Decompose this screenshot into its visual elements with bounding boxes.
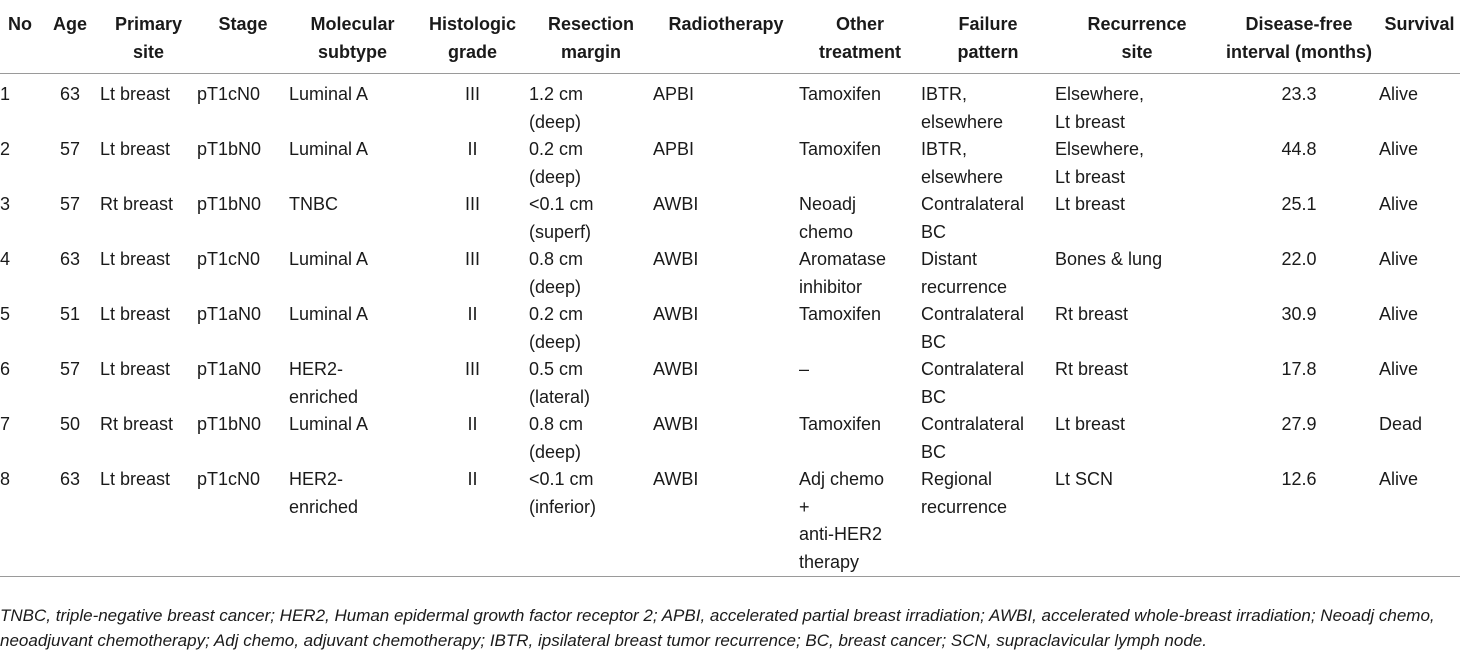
cell-stage: pT1cN0 (197, 469, 261, 489)
cell-recurrence-site: Elsewhere, Lt breast (1055, 139, 1145, 187)
table-row (0, 301, 1460, 356)
cell-molecular-subtype: Luminal A (289, 84, 369, 104)
cell-histologic-grade: III (464, 84, 480, 104)
table-row (0, 466, 1460, 577)
cell-resection-margin: <0.1 cm (superf) (529, 194, 594, 242)
cell-survival: Alive (1379, 139, 1419, 159)
cell-molecular-subtype: Luminal A (289, 249, 369, 269)
cell-primary-site: Lt breast (100, 359, 171, 379)
cell-resection-margin: <0.1 cm (inferior) (529, 469, 597, 517)
cell-recurrence-site: Bones & lung (1055, 249, 1163, 269)
cell-other-treatment: Tamoxifen (799, 84, 882, 104)
cell-primary-site: Lt breast (100, 304, 171, 324)
cell-histologic-grade: II (467, 414, 478, 434)
cell-recurrence-site: Rt breast (1055, 359, 1129, 379)
cell-molecular-subtype: HER2- enriched (289, 469, 359, 517)
cell-radiotherapy: AWBI (653, 304, 699, 324)
col-header-stage: Stage (197, 3, 289, 74)
cell-no: 4 (0, 249, 11, 269)
col-header-primary-site: Primary site (100, 3, 197, 74)
table-row (0, 74, 1460, 137)
cell-primary-site: Lt breast (100, 469, 171, 489)
cell-survival: Alive (1379, 194, 1419, 214)
cell-disease-free-interval: 27.9 (1281, 414, 1317, 434)
cell-failure-pattern: Contralateral BC (921, 304, 1025, 352)
clinical-table (0, 3, 1460, 577)
cell-resection-margin: 0.2 cm (deep) (529, 139, 584, 187)
col-header-survival: Survival (1379, 3, 1460, 74)
cell-molecular-subtype: Luminal A (289, 304, 369, 324)
cell-no: 8 (0, 469, 11, 489)
col-header-histologic-grade: Histologic grade (416, 3, 529, 74)
table-body (0, 74, 1460, 577)
cell-failure-pattern: IBTR, elsewhere (921, 139, 1004, 187)
cell-stage: pT1aN0 (197, 304, 262, 324)
cell-primary-site: Lt breast (100, 84, 171, 104)
cell-stage: pT1bN0 (197, 139, 262, 159)
cell-stage: pT1cN0 (197, 249, 261, 269)
cell-molecular-subtype: TNBC (289, 194, 338, 214)
cell-radiotherapy: AWBI (653, 469, 699, 489)
col-header-resection-margin: Resection margin (529, 3, 653, 74)
cell-molecular-subtype: Luminal A (289, 139, 369, 159)
cell-disease-free-interval: 12.6 (1281, 469, 1317, 489)
table-row (0, 356, 1460, 411)
cell-primary-site: Rt breast (100, 414, 174, 434)
cell-recurrence-site: Lt breast (1055, 194, 1126, 214)
cell-histologic-grade: II (467, 304, 478, 324)
cell-survival: Alive (1379, 84, 1419, 104)
cell-resection-margin: 1.2 cm (deep) (529, 84, 584, 132)
cell-disease-free-interval: 44.8 (1281, 139, 1317, 159)
cell-no: 3 (0, 194, 11, 214)
cell-radiotherapy: AWBI (653, 414, 699, 434)
cell-other-treatment: Tamoxifen (799, 139, 882, 159)
cell-recurrence-site: Elsewhere, Lt breast (1055, 84, 1145, 132)
col-header-radiotherapy: Radiotherapy (653, 3, 799, 74)
table-row (0, 411, 1460, 466)
cell-recurrence-site: Lt breast (1055, 414, 1126, 434)
cell-other-treatment: Tamoxifen (799, 304, 882, 324)
cell-age: 57 (59, 139, 81, 159)
table-row (0, 246, 1460, 301)
col-header-molecular-subtype: Molecular subtype (289, 3, 416, 74)
col-header-other-treatment: Other treatment (799, 3, 921, 74)
cell-survival: Alive (1379, 469, 1419, 489)
cell-radiotherapy: APBI (653, 139, 695, 159)
cell-recurrence-site: Rt breast (1055, 304, 1129, 324)
cell-no: 2 (0, 139, 11, 159)
cell-failure-pattern: IBTR, elsewhere (921, 84, 1004, 132)
cell-failure-pattern: Contralateral BC (921, 194, 1025, 242)
cell-other-treatment: Aromatase inhibitor (799, 249, 887, 297)
table-header (0, 3, 1460, 74)
cell-stage: pT1bN0 (197, 194, 262, 214)
cell-age: 57 (59, 194, 81, 214)
cell-other-treatment: Neoadj chemo (799, 194, 857, 242)
cell-resection-margin: 0.8 cm (deep) (529, 249, 584, 297)
cell-histologic-grade: II (467, 469, 478, 489)
col-header-recurrence-site: Recurrence site (1055, 3, 1219, 74)
cell-no: 7 (0, 414, 11, 434)
cell-histologic-grade: III (464, 359, 480, 379)
col-header-disease-free-interval: Disease-free interval (months) (1219, 3, 1379, 74)
cell-no: 1 (0, 84, 11, 104)
cell-survival: Alive (1379, 359, 1419, 379)
cell-other-treatment: Tamoxifen (799, 414, 882, 434)
cell-age: 57 (59, 359, 81, 379)
cell-failure-pattern: Regional recurrence (921, 469, 1008, 517)
cell-resection-margin: 0.2 cm (deep) (529, 304, 584, 352)
cell-no: 6 (0, 359, 11, 379)
cell-resection-margin: 0.8 cm (deep) (529, 414, 584, 462)
cell-disease-free-interval: 30.9 (1281, 304, 1317, 324)
cell-disease-free-interval: 23.3 (1281, 84, 1317, 104)
cell-failure-pattern: Contralateral BC (921, 359, 1025, 407)
cell-stage: pT1cN0 (197, 84, 261, 104)
cell-stage: pT1bN0 (197, 414, 262, 434)
cell-other-treatment: – (799, 359, 810, 379)
cell-failure-pattern: Distant recurrence (921, 249, 1008, 297)
cell-primary-site: Rt breast (100, 194, 174, 214)
cell-no: 5 (0, 304, 11, 324)
cell-age: 63 (59, 249, 81, 269)
cell-primary-site: Lt breast (100, 249, 171, 269)
cell-disease-free-interval: 25.1 (1281, 194, 1317, 214)
cell-disease-free-interval: 17.8 (1281, 359, 1317, 379)
cell-stage: pT1aN0 (197, 359, 262, 379)
cell-histologic-grade: III (464, 194, 480, 214)
cell-survival: Dead (1379, 414, 1423, 434)
cell-age: 51 (59, 304, 81, 324)
cell-other-treatment: Adj chemo + anti-HER2 therapy (799, 469, 885, 572)
cell-resection-margin: 0.5 cm (lateral) (529, 359, 591, 407)
cell-molecular-subtype: Luminal A (289, 414, 369, 434)
col-header-no: No (0, 3, 40, 74)
col-header-failure-pattern: Failure pattern (921, 3, 1055, 74)
cell-disease-free-interval: 22.0 (1281, 249, 1317, 269)
cell-histologic-grade: III (464, 249, 480, 269)
cell-survival: Alive (1379, 249, 1419, 269)
cell-histologic-grade: II (467, 139, 478, 159)
col-header-age: Age (40, 3, 100, 74)
table-row (0, 191, 1460, 246)
cell-age: 50 (59, 414, 81, 434)
table-footnote: TNBC, triple-negative breast cancer; HER2, Human epidermal growth factor receptor 2; APBI, accelerated partial breast irradiation; AWBI, accelerated whole-breast irradiation; Neoadj chemo, neoadjuvant chemotherapy; Adj chemo, adjuvant chemotherapy; IBTR, ipsilateral breast tumor recurrence; BC, breast cancer; SCN, supraclavicular lymph node. (0, 606, 1435, 650)
cell-survival: Alive (1379, 304, 1419, 324)
cell-radiotherapy: AWBI (653, 359, 699, 379)
cell-primary-site: Lt breast (100, 139, 171, 159)
header-row (0, 3, 1460, 74)
cell-radiotherapy: APBI (653, 84, 695, 104)
cell-age: 63 (59, 469, 81, 489)
table-row (0, 136, 1460, 191)
cell-radiotherapy: AWBI (653, 194, 699, 214)
cell-molecular-subtype: HER2- enriched (289, 359, 359, 407)
cell-radiotherapy: AWBI (653, 249, 699, 269)
cell-failure-pattern: Contralateral BC (921, 414, 1025, 462)
cell-age: 63 (59, 84, 81, 104)
cell-recurrence-site: Lt SCN (1055, 469, 1114, 489)
